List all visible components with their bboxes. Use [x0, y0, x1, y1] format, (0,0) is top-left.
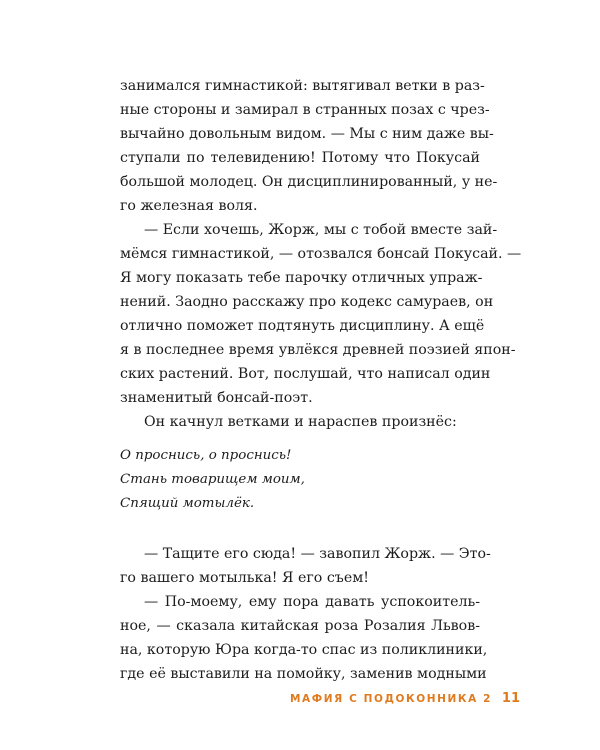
text-line: большой молодец. Он дисциплинированный, у не-: [120, 174, 498, 190]
paragraph: [120, 74, 498, 218]
paragraph: [120, 218, 522, 410]
text-line: — Тащите его сюда! — завопил Жорж. — Это-: [144, 546, 491, 562]
paragraph: [120, 590, 488, 686]
text-line: го железная воля.: [120, 198, 258, 214]
paragraph: [120, 410, 480, 434]
paragraph: [120, 542, 491, 590]
text-line: ских растений. Вот, послушай, что написал один: [120, 366, 491, 382]
text-line: — По-моему, ему пора давать успокоитель-: [144, 594, 480, 610]
text-line: нений. Заодно расскажу про кодекс самураев, он: [120, 294, 494, 310]
text-line: Он качнул ветками и нараспев произнёс:: [144, 414, 457, 430]
text-line: вычайно довольным видом. — Мы с ним даже вы-: [120, 126, 494, 142]
poem-line: Стань товарищем моим,: [120, 472, 305, 487]
text-line: Я могу показать тебе парочку отличных упраж-: [120, 270, 483, 286]
text-line: я в последнее время увлёкся древней поэзией япон-: [120, 342, 516, 358]
page-number: 11: [501, 691, 520, 706]
text-line: знаменитый бонсай-поэт.: [120, 390, 313, 406]
poem: [120, 444, 480, 516]
poem-line: О проснись, о проснись!: [120, 448, 292, 463]
text-line: ступали по телевидению! Потому что Покусай: [120, 150, 480, 166]
body-text: [120, 74, 522, 686]
text-line: мёмся гимнастикой, — отозвался бонсай Покусай. —: [120, 246, 522, 262]
text-line: ные стороны и замирал в странных позах с чрез-: [120, 102, 490, 118]
text-line: отлично поможет подтянуть дисциплину. А ещё: [120, 318, 485, 334]
text-line: го вашего мотылька! Я его съем!: [120, 570, 369, 586]
text-line: где её выставили на помойку, заменив модными: [120, 666, 487, 682]
running-footer-title: МАФИЯ С ПОДОКОННИКА 2: [289, 693, 492, 705]
page-footer: [0, 691, 600, 711]
poem-line: Спящий мотылёк.: [120, 496, 255, 511]
text-line: занимался гимнастикой: вытягивал ветки в раз-: [120, 78, 485, 94]
text-line: — Если хочешь, Жорж, мы с тобой вместе зай-: [144, 222, 498, 238]
text-line: на, которую Юра когда-то спас из поликлиники,: [120, 642, 488, 658]
text-line: ное, — сказала китайская роза Розалия Львов-: [120, 618, 480, 634]
